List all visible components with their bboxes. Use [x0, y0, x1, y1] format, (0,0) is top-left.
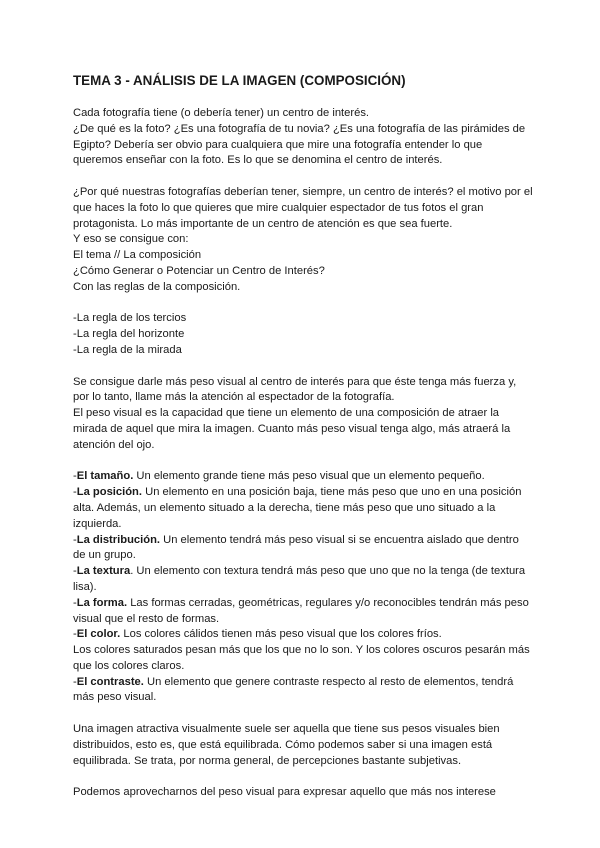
why-line: ¿Por qué nuestras fotografías deberían tener, siempre, un centro de interés? el motivo por el que haces la foto lo que quieres que mire cualquier espectador de tus fotos el gran protagonista. Lo más importante de un centro de atención es que sea fuerte.	[73, 185, 533, 230]
factor-term: La posición.	[76, 486, 143, 499]
rules-list	[73, 311, 533, 358]
intro-line: ¿De qué es la foto? ¿Es una fotografía de tu novia? ¿Es una fotografía de las pirámides de Egipto? Debería ser obvio para cualquiera que mire una fotografía entender lo que queremos enseñar con la foto. Es lo que se denomina el centro de interés.	[73, 122, 526, 167]
why-line: El tema // La composición	[73, 249, 202, 262]
factor-term: La textura	[76, 565, 131, 578]
factor-term: La forma.	[76, 596, 128, 609]
rule-item: -La regla de los tercios	[73, 312, 187, 325]
factor-item: -La distribución. Un elemento tendrá más peso visual si se encuentra aislado que dentro de un grupo.	[73, 533, 519, 562]
why-line: ¿Cómo Generar o Potenciar un Centro de Interés?	[73, 264, 325, 277]
document-body	[73, 72, 533, 801]
closing-paragraph: Podemos aprovecharnos del peso visual para expresar aquello que más nos interese	[73, 786, 496, 799]
factor-term: El color.	[76, 628, 121, 641]
intro-paragraph	[73, 106, 533, 169]
why-line: Y eso se consigue con:	[73, 233, 189, 246]
factor-item: -El contraste. Un elemento que genere contraste respecto al resto de elementos, tendrá más peso visual.	[73, 675, 514, 704]
peso-line: El peso visual es la capacidad que tiene un elemento de una composición de atraer la mirada de aquel que mira la imagen. Cuanto más peso visual tenga algo, más atraerá la atención del ojo.	[73, 407, 511, 451]
document-title: TEMA 3 - ANÁLISIS DE LA IMAGEN (COMPOSICIÓN)	[73, 73, 406, 88]
factors-list	[73, 469, 533, 706]
factor-item: -El color. Los colores cálidos tienen más peso visual que los colores fríos.	[73, 628, 442, 641]
rule-item: -La regla del horizonte	[73, 328, 185, 341]
balance-paragraph: Una imagen atractiva visualmente suele ser aquella que tiene sus pesos visuales bien distribuidos, esto es, que está equilibrada. Cómo podemos saber si una imagen está equilibrada. Se trata, por norma general, de percepciones bastante subjetivas.	[73, 723, 500, 767]
factor-item: -El tamaño. Un elemento grande tiene más peso visual que un elemento pequeño.	[73, 470, 485, 483]
factor-item: -La forma. Las formas cerradas, geométricas, regulares y/o reconocibles tendrán más peso visual que el resto de formas.	[73, 596, 529, 625]
factor-item: Los colores saturados pesan más que los que no lo son. Y los colores oscuros pesarán más que los colores claros.	[73, 644, 530, 672]
why-paragraph	[73, 185, 533, 296]
factor-term: La distribución.	[76, 533, 161, 546]
factor-item: -La textura. Un elemento con textura tendrá más peso que uno que no la tenga (de textura lisa).	[73, 565, 526, 593]
factor-item: -La posición. Un elemento en una posición baja, tiene más peso que uno en una posición alta. Además, un elemento situado a la derecha, tiene más peso que uno situado a la izquierda.	[73, 486, 522, 530]
peso-paragraph	[73, 375, 533, 454]
factor-term: El contraste.	[76, 675, 144, 688]
peso-line: Se consigue darle más peso visual al centro de interés para que éste tenga más fuerza y, por lo tanto, llame más la atención al espectador de la fotografía.	[73, 375, 517, 404]
factor-term: El tamaño.	[76, 470, 134, 483]
intro-line: Cada fotografía tiene (o debería tener) un centro de interés.	[73, 107, 370, 119]
rule-item: -La regla de la mirada	[73, 343, 182, 356]
why-line: Con las reglas de la composición.	[73, 280, 241, 293]
